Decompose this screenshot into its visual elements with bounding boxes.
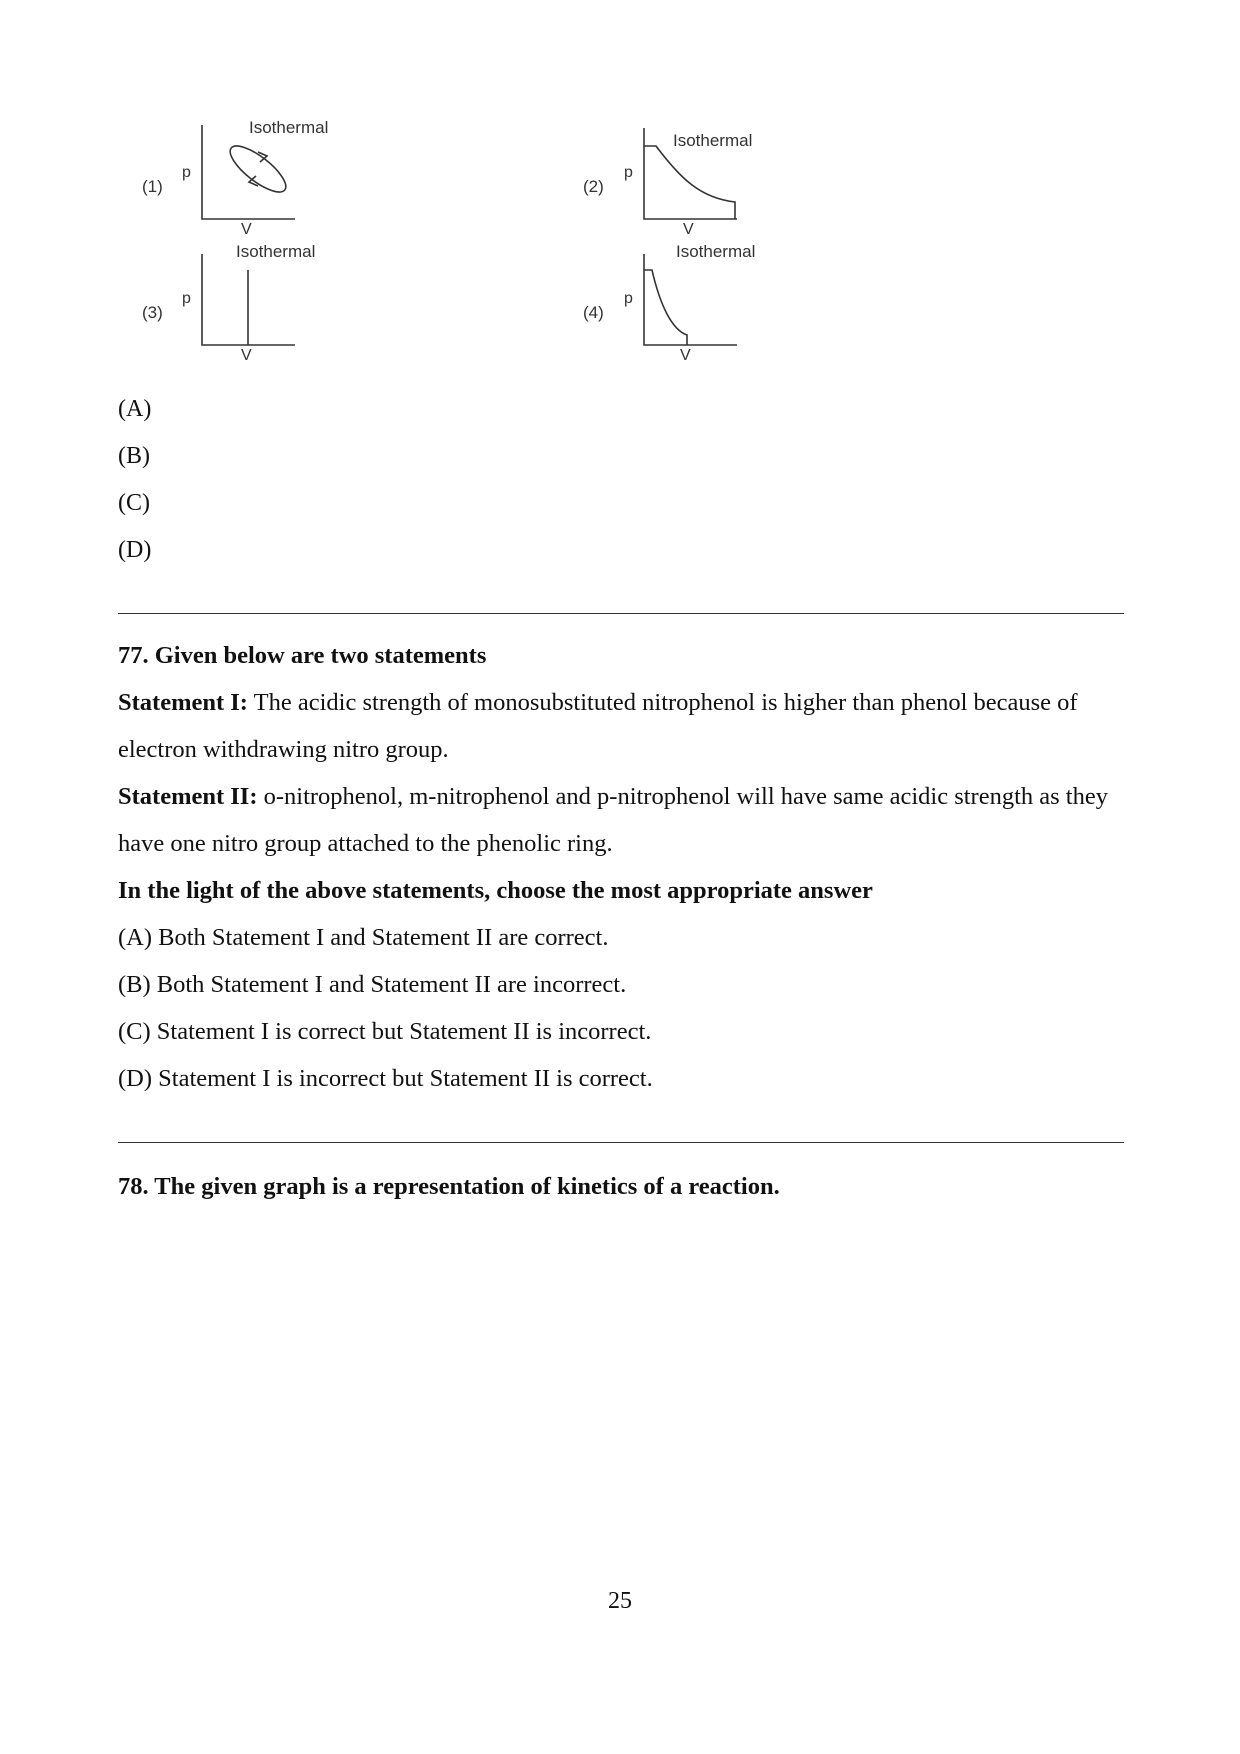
graph-1-y-label: p bbox=[182, 164, 191, 181]
q77-option-a: (A) Both Statement I and Statement II are correct. bbox=[118, 924, 609, 951]
question-77 bbox=[118, 632, 1128, 1102]
graph-2-title: Isothermal bbox=[673, 131, 753, 150]
graph-4-curve bbox=[644, 270, 687, 345]
q77-option-c: (C) Statement I is correct but Statement II is incorrect. bbox=[118, 1018, 652, 1045]
q78-heading: 78. The given graph is a representation of kinetics of a reaction. bbox=[118, 1173, 780, 1200]
q77-s2-label: Statement II: bbox=[118, 783, 258, 810]
graph-1-title: Isothermal bbox=[249, 118, 329, 137]
graph-4-x-label: V bbox=[680, 347, 691, 364]
graph-2-number: (2) bbox=[583, 177, 604, 196]
graph-2-y-label: p bbox=[624, 164, 633, 181]
graph-3-x-label: V bbox=[241, 347, 252, 364]
q77-heading: 77. Given below are two statements bbox=[118, 642, 487, 669]
q77-statement-2 bbox=[118, 773, 1128, 867]
previous-question-options bbox=[118, 386, 151, 574]
option-c: (C) bbox=[118, 490, 150, 516]
option-b: (B) bbox=[118, 443, 150, 469]
option-d: (D) bbox=[118, 537, 152, 563]
option-a: (A) bbox=[118, 396, 152, 422]
graph-2-x-label: V bbox=[683, 221, 694, 238]
graph-1-x-label: V bbox=[241, 221, 252, 238]
graph-1-number: (1) bbox=[142, 177, 163, 196]
q77-s2-text: o-nitrophenol, m-nitrophenol and p-nitrophenol will have same acidic strength as they have one nitro group attached to the phenolic ring. bbox=[118, 783, 1108, 857]
q77-statement-1 bbox=[118, 679, 1128, 773]
q77-instruction: In the light of the above statements, choose the most appropriate answer bbox=[118, 877, 873, 904]
graph-4-title: Isothermal bbox=[676, 242, 756, 261]
divider-1 bbox=[118, 613, 1124, 614]
page-number: 25 bbox=[608, 1588, 632, 1614]
graph-4-axes bbox=[644, 254, 737, 345]
graph-4-y-label: p bbox=[624, 290, 633, 307]
graph-3-title: Isothermal bbox=[236, 242, 316, 261]
graph-1-axes bbox=[202, 125, 295, 219]
q77-s1-text: The acidic strength of monosubstituted nitrophenol is higher than phenol because of electron withdrawing nitro group. bbox=[118, 689, 1078, 763]
graph-3-number: (3) bbox=[142, 303, 163, 322]
graph-lines bbox=[0, 0, 1240, 380]
graph-2-curve bbox=[644, 146, 735, 219]
q77-s1-label: Statement I: bbox=[118, 689, 248, 716]
q77-option-d: (D) Statement I is incorrect but Statement II is correct. bbox=[118, 1065, 653, 1092]
divider-2 bbox=[118, 1142, 1124, 1143]
graph-1-loop bbox=[224, 139, 292, 200]
graph-3-y-label: p bbox=[182, 290, 191, 307]
q77-option-b: (B) Both Statement I and Statement II are incorrect. bbox=[118, 971, 627, 998]
graph-4-number: (4) bbox=[583, 303, 604, 322]
graph-options-area bbox=[0, 0, 1240, 380]
